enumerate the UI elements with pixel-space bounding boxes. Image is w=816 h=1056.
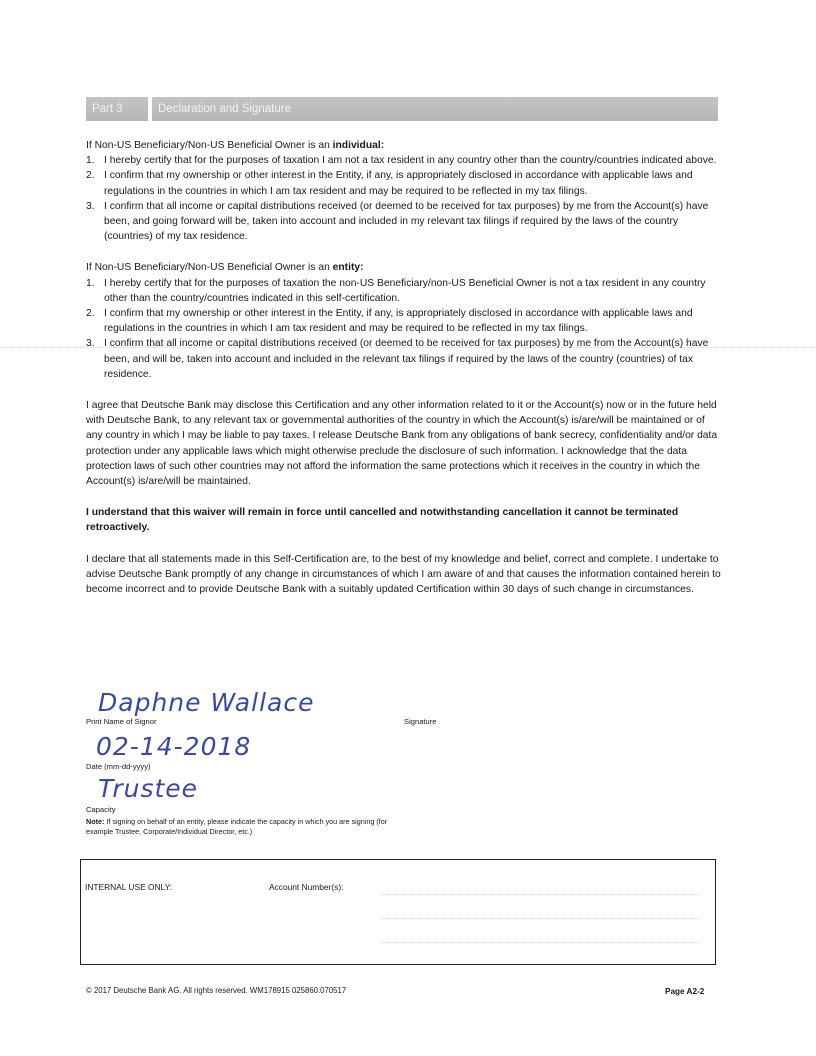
agreement-paragraph: I agree that Deutsche Bank may disclose this Certification and any other information related to it or the Account(s) now or in the future held with Deutsche Bank, to any relevant tax or governmental authorities of the country in which the Account(s) is/are/will be maintained or of any country in which I may be liable to pay taxes. I release Deutsche Bank from any obligations of bank secrecy, confidentiality and/or data protection under any applicable laws which might otherwise preclude the disclosure of such information. I acknowledge that the data protection laws of such other countries may not afford the information the same protections which it receives in the country in which the Account(s) is/are/will be maintained. <box>86 400 718 488</box>
date-handwritten: 02-14-2018 <box>96 732 252 761</box>
declaration-paragraph: I declare that all statements made in this Self-Certification are, to the best of my knowledge and belief, correct and complete. I undertake to advise Deutsche Bank promptly of any change in circumstances of which I am aware of and that causes the information contained herein to become incorrect and to provide Deutsche Bank with a suitably updated Certification within 30 days of such change in circumstances. <box>86 553 721 596</box>
signor-name-handwritten: Daphne Wallace <box>98 688 315 717</box>
spacer <box>86 489 722 505</box>
list-number: 2. <box>86 308 95 320</box>
footer-page-number: Page A2-2 <box>665 987 705 996</box>
capacity-label: Capacity <box>86 805 116 814</box>
internal-use-box <box>80 859 716 965</box>
list-item <box>86 336 722 382</box>
list-text: I confirm that all income or capital distributions received (or deemed to be received for tax purposes) by me from the Account(s) have been, and going forward will be, taken into account and included in my relevant tax filings if required by the laws of the country (countries) of my tax residence. <box>104 200 709 243</box>
list-number: 1. <box>86 155 95 167</box>
entity-lead <box>86 260 722 275</box>
individual-lead-text: If Non-US Beneficiary/Non-US Beneficial Owner is an <box>86 140 333 151</box>
signature-label: Signature <box>404 717 437 726</box>
account-number-line <box>381 894 701 895</box>
footer-copyright: © 2017 Deutsche Bank AG. All rights reserved. WM178915 025860.070517 <box>86 986 347 995</box>
header-divider <box>148 97 152 121</box>
account-number-line <box>381 942 701 943</box>
list-text: I confirm that my ownership or other interest in the Entity, if any, is appropriately disclosed in accordance with applicable laws and regulations in the countries in which I am tax resident and may be required to be reflected in my tax filings. <box>104 308 693 335</box>
list-number: 3. <box>86 338 95 350</box>
list-item <box>86 153 722 168</box>
account-number-label: Account Number(s): <box>269 882 344 892</box>
account-number-line <box>381 918 701 919</box>
internal-use-label: INTERNAL USE ONLY: <box>85 882 173 892</box>
spacer <box>86 244 722 260</box>
individual-lead <box>86 138 722 153</box>
entity-lead-text: If Non-US Beneficiary/Non-US Beneficial Owner is an <box>86 262 333 274</box>
list-text: I hereby certify that for the purposes of taxation the non-US Beneficiary/non-US Beneficial Owner is not a tax resident in any country other than the country/countries indicated in this self-certification. <box>104 277 706 304</box>
list-number: 3. <box>86 200 95 212</box>
note-text: If signing on behalf of an entity, please indicate the capacity in which you are signing (for example Trustee, Corporate/Individual Director, etc.) <box>86 817 388 836</box>
list-number: 1. <box>86 277 95 289</box>
waiver-paragraph: I understand that this waiver will remain in force until cancelled and notwithstanding cancellation it cannot be terminated retroactively. <box>86 507 679 534</box>
entity-list <box>86 276 722 382</box>
note-bold: Note: <box>86 817 105 826</box>
signature-block <box>86 686 726 846</box>
list-item <box>86 306 722 336</box>
date-label: Date (mm-dd-yyyy) <box>86 762 151 771</box>
signor-name-label: Print Name of Signor <box>86 717 157 726</box>
individual-list <box>86 153 722 244</box>
list-text: I confirm that all income or capital distributions received (or deemed to be received for tax purposes) by me from the Account(s) have been, and will be, taken into account and included in the relevant tax filings if required by the laws of the country (countries) of tax residence. <box>104 338 709 380</box>
capacity-note <box>86 817 396 836</box>
section-part-label: Part 3 <box>92 103 123 115</box>
list-item <box>86 199 722 245</box>
list-item <box>86 168 722 198</box>
section-title: Declaration and Signature <box>158 103 291 115</box>
spacer <box>86 382 722 398</box>
list-item <box>86 276 722 306</box>
entity-lead-bold: entity: <box>332 262 364 274</box>
individual-lead-bold: individual: <box>332 140 385 151</box>
list-text: I hereby certify that for the purposes of taxation I am not a tax resident in any country other than the country/countries indicated above. <box>104 155 717 167</box>
list-number: 2. <box>86 170 95 182</box>
declaration-content <box>86 138 722 597</box>
spacer <box>86 536 722 552</box>
list-text: I confirm that my ownership or other interest in the Entity, if any, is appropriately disclosed in accordance with applicable laws and regulations in the countries in which I am tax resident and may be required to be reflected in my tax filings. <box>104 170 693 197</box>
section-header-bar <box>86 97 718 121</box>
capacity-handwritten: Trustee <box>98 774 199 803</box>
